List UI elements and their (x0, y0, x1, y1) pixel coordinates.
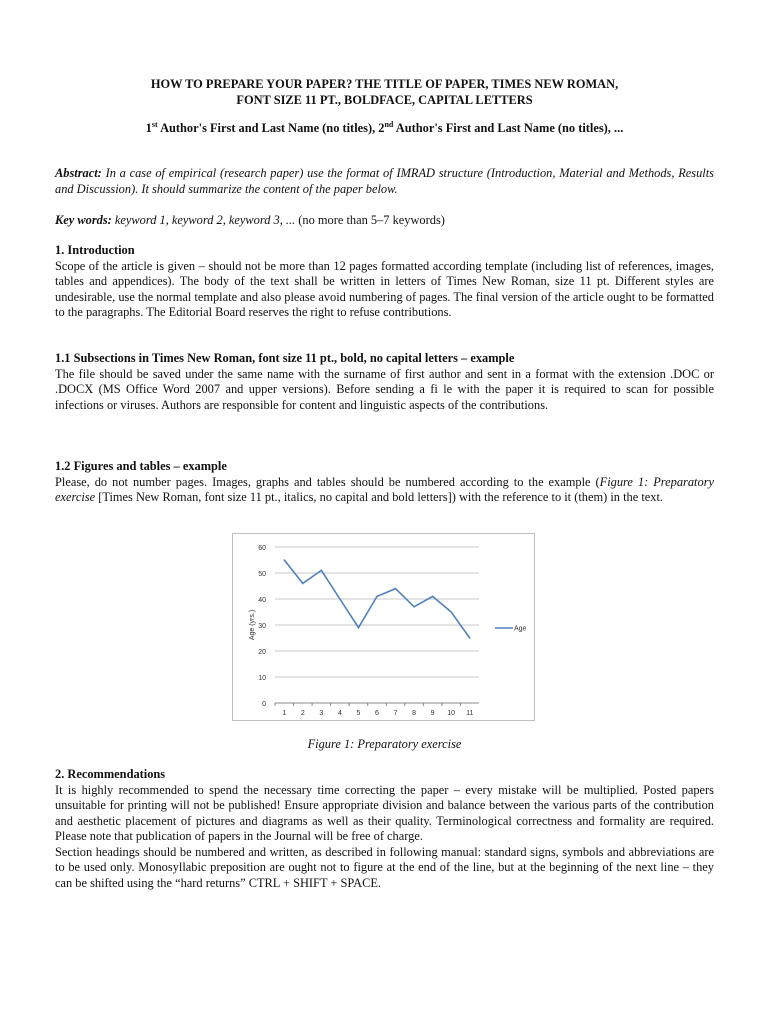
x-tick-label: 1 (282, 710, 287, 717)
recommendations-heading: 2. Recommendations (55, 767, 166, 781)
data-point (339, 598, 341, 600)
x-tick-label: 10 (447, 710, 456, 717)
author-2-ordinal: nd (384, 119, 394, 129)
author-line (55, 121, 714, 137)
data-point (302, 583, 304, 585)
data-point (376, 596, 378, 598)
data-point (321, 570, 323, 572)
y-tick-label: 60 (258, 545, 266, 552)
x-tick-label: 4 (337, 710, 342, 717)
line-chart (233, 534, 536, 722)
introduction-body: Scope of the article is given – should not be more than 12 pages formatted according template (including list of references, images, tables and appendices). The body of the text shall be written in letters of Times New Roman, size 11 pt. Different styles are undesirable, use the normal template and also please avoid numbering of pages. The final version of the article ought to be formatted to the paragraphs. The Editorial Board reserves the right to refuse contributions. (55, 258, 714, 319)
abstract (55, 166, 714, 197)
author-1-number: 1 (145, 121, 152, 135)
recommendations-body-1: It is highly recommended to spend the necessary time correcting the paper – every mistake will be multiplied. Posted papers unsuitable for printing will not be published! Ensure appropriate division and balance between the various parts of the contribution and aesthetic placement of pictures and diagrams as well as their quality. Terminological correctness and formality are required. Please note that publication of papers in the Journal will be free of charge. (55, 782, 714, 843)
x-tick-label: 9 (430, 710, 435, 717)
author-1-ordinal: st (151, 119, 158, 129)
section-1-2 (55, 459, 714, 506)
subsection-1-2-heading: 1.2 Figures and tables – example (55, 459, 227, 473)
y-tick-label: 10 (258, 675, 266, 682)
subsection-1-2-text-b: [Times New Roman, font size 11 pt., italics, no capital and bold letters]) with the reference to it (them) in the text. (95, 490, 663, 504)
x-tick-label: 6 (375, 710, 379, 717)
recommendations-body-2: Section headings should be numbered and written, as described in following manual: standard signs, symbols and abbreviations are to be used only. Monosyllabic preposition are ought not to figure at the end of the line, but at the beginning of the next line – they can be shifted using the “hard returns” CTRL + SHIFT + SPACE. (55, 844, 714, 890)
data-point (469, 637, 471, 639)
data-point (432, 596, 434, 598)
data-point (358, 627, 360, 629)
author-1-name: Author's First and Last Name (no titles), (157, 121, 379, 135)
subsection-1-2-body (55, 475, 714, 506)
data-point (450, 611, 452, 613)
legend-label: Age (514, 625, 527, 633)
section-introduction (55, 243, 714, 321)
section-recommendations (55, 767, 714, 891)
data-point (413, 606, 415, 608)
x-tick-label: 2 (300, 710, 305, 717)
title-line-1: HOW TO PREPARE YOUR PAPER? THE TITLE OF PAPER, TIMES NEW ROMAN, (150, 77, 619, 91)
figure-reference: Figure 1: Preparatory exercise (55, 474, 715, 504)
y-tick-label: 40 (258, 597, 266, 604)
x-tick-label: 11 (466, 710, 474, 717)
x-tick-label: 8 (412, 710, 417, 717)
x-tick-label: 7 (393, 710, 398, 717)
y-tick-label: 0 (262, 701, 266, 708)
subsection-1-2-text-a: Please, do not number pages. Images, graphs and tables should be numbered according to the example ( (55, 474, 600, 489)
abstract-label: Abstract: (55, 166, 102, 180)
subsection-1-1-body: The file should be saved under the same name with the surname of first author and sent in a format with the extension .DOC or .DOCX (MS Office Word 2007 and upper versions). Before sending a fi le with the paper it is required to scan for possible infections or viruses. Authors are responsible for content and linguistic aspects of the contributions. (55, 366, 714, 412)
data-point (283, 559, 285, 561)
x-tick-label: 3 (319, 710, 324, 717)
figure-caption: Figure 1: Preparatory exercise (307, 737, 462, 751)
author-2-name: Author's First and Last Name (no titles), ... (393, 121, 624, 135)
author-2-number: 2 (378, 121, 385, 135)
keywords-label: Key words: (55, 213, 112, 227)
keywords (55, 213, 714, 229)
y-tick-label: 20 (258, 649, 266, 656)
abstract-text: In a case of empirical (research paper) use the format of IMRAD structure (Introduction, Material and Methods, Results and Discussion). It should summarize the content of the paper below. (55, 166, 714, 196)
y-tick-label: 30 (258, 623, 266, 630)
y-axis-label: Age (yrs.) (249, 609, 256, 641)
y-tick-label: 50 (258, 571, 266, 578)
paper-title (55, 76, 714, 108)
keywords-note: (no more than 5–7 keywords) (295, 213, 445, 227)
introduction-heading: 1. Introduction (55, 243, 135, 257)
title-line-2: FONT SIZE 11 PT., BOLDFACE, CAPITAL LETTERS (236, 93, 533, 107)
figure-1-chart (232, 533, 535, 721)
subsection-1-1-heading: 1.1 Subsections in Times New Roman, font size 11 pt., bold, no capital letters – example (55, 351, 515, 365)
section-1-1 (55, 351, 714, 413)
x-tick-label: 5 (356, 710, 361, 717)
data-point (395, 588, 397, 590)
keywords-text: keyword 1, keyword 2, keyword 3, ... (111, 213, 296, 227)
